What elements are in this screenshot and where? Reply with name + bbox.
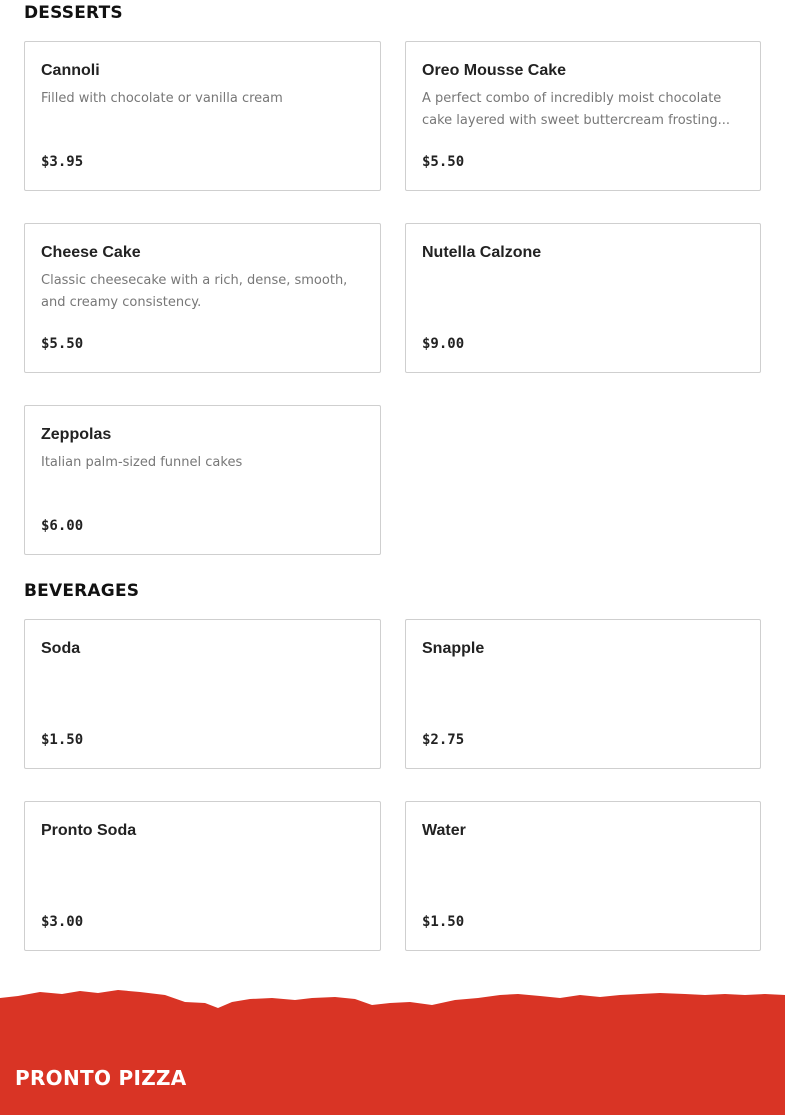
menu-item-name: Water <box>422 822 466 839</box>
menu-item-price: $6.00 <box>41 518 84 534</box>
menu-item-name: Cannoli <box>41 62 100 79</box>
menu-item-price: $1.50 <box>422 914 465 930</box>
menu-item-price: $5.50 <box>41 336 84 352</box>
footer-brand-logo[interactable]: PRONTO PIZZA <box>15 1066 187 1090</box>
menu-item-description: Italian palm-sized funnel cakes <box>41 455 243 470</box>
menu-item-card[interactable] <box>405 223 761 373</box>
menu-item-description: Filled with chocolate or vanilla cream <box>41 91 283 106</box>
menu-item-price: $3.95 <box>41 154 84 170</box>
menu-item-card[interactable] <box>24 223 381 373</box>
menu-item-card[interactable] <box>24 619 381 769</box>
beverages-grid <box>24 619 761 951</box>
menu-item-name: Snapple <box>422 640 485 657</box>
menu-item-card[interactable] <box>405 801 761 951</box>
menu-item-name: Soda <box>41 640 81 657</box>
menu-item-card[interactable] <box>24 801 381 951</box>
menu-item-name: Oreo Mousse Cake <box>422 62 567 79</box>
beverages-section-title: BEVERAGES <box>24 581 140 601</box>
menu-item-price: $5.50 <box>422 154 465 170</box>
menu-item-card[interactable] <box>24 41 381 191</box>
menu-item-name: Pronto Soda <box>41 822 137 839</box>
menu-item-name: Zeppolas <box>41 426 112 443</box>
menu-item-price: $9.00 <box>422 336 465 352</box>
desserts-grid <box>24 41 761 555</box>
menu-item-price: $2.75 <box>422 732 465 748</box>
menu-item-description: A perfect combo of incredibly moist chocolate cake layered with sweet buttercream frosting... <box>422 91 731 128</box>
site-footer <box>0 984 785 1115</box>
menu-item-name: Nutella Calzone <box>422 244 542 261</box>
menu-item-card[interactable] <box>405 41 761 191</box>
menu-item-price: $1.50 <box>41 732 84 748</box>
desserts-section-title: DESSERTS <box>24 3 123 23</box>
menu-item-description: Classic cheesecake with a rich, dense, smooth, and creamy consistency. <box>41 273 348 310</box>
menu-item-card[interactable] <box>405 619 761 769</box>
footer-torn-paper-shape <box>0 990 785 1115</box>
menu-item-card[interactable] <box>24 405 381 555</box>
menu-item-price: $3.00 <box>41 914 84 930</box>
torn-edge-footer-background <box>0 984 785 1115</box>
menu-item-name: Cheese Cake <box>41 244 141 261</box>
